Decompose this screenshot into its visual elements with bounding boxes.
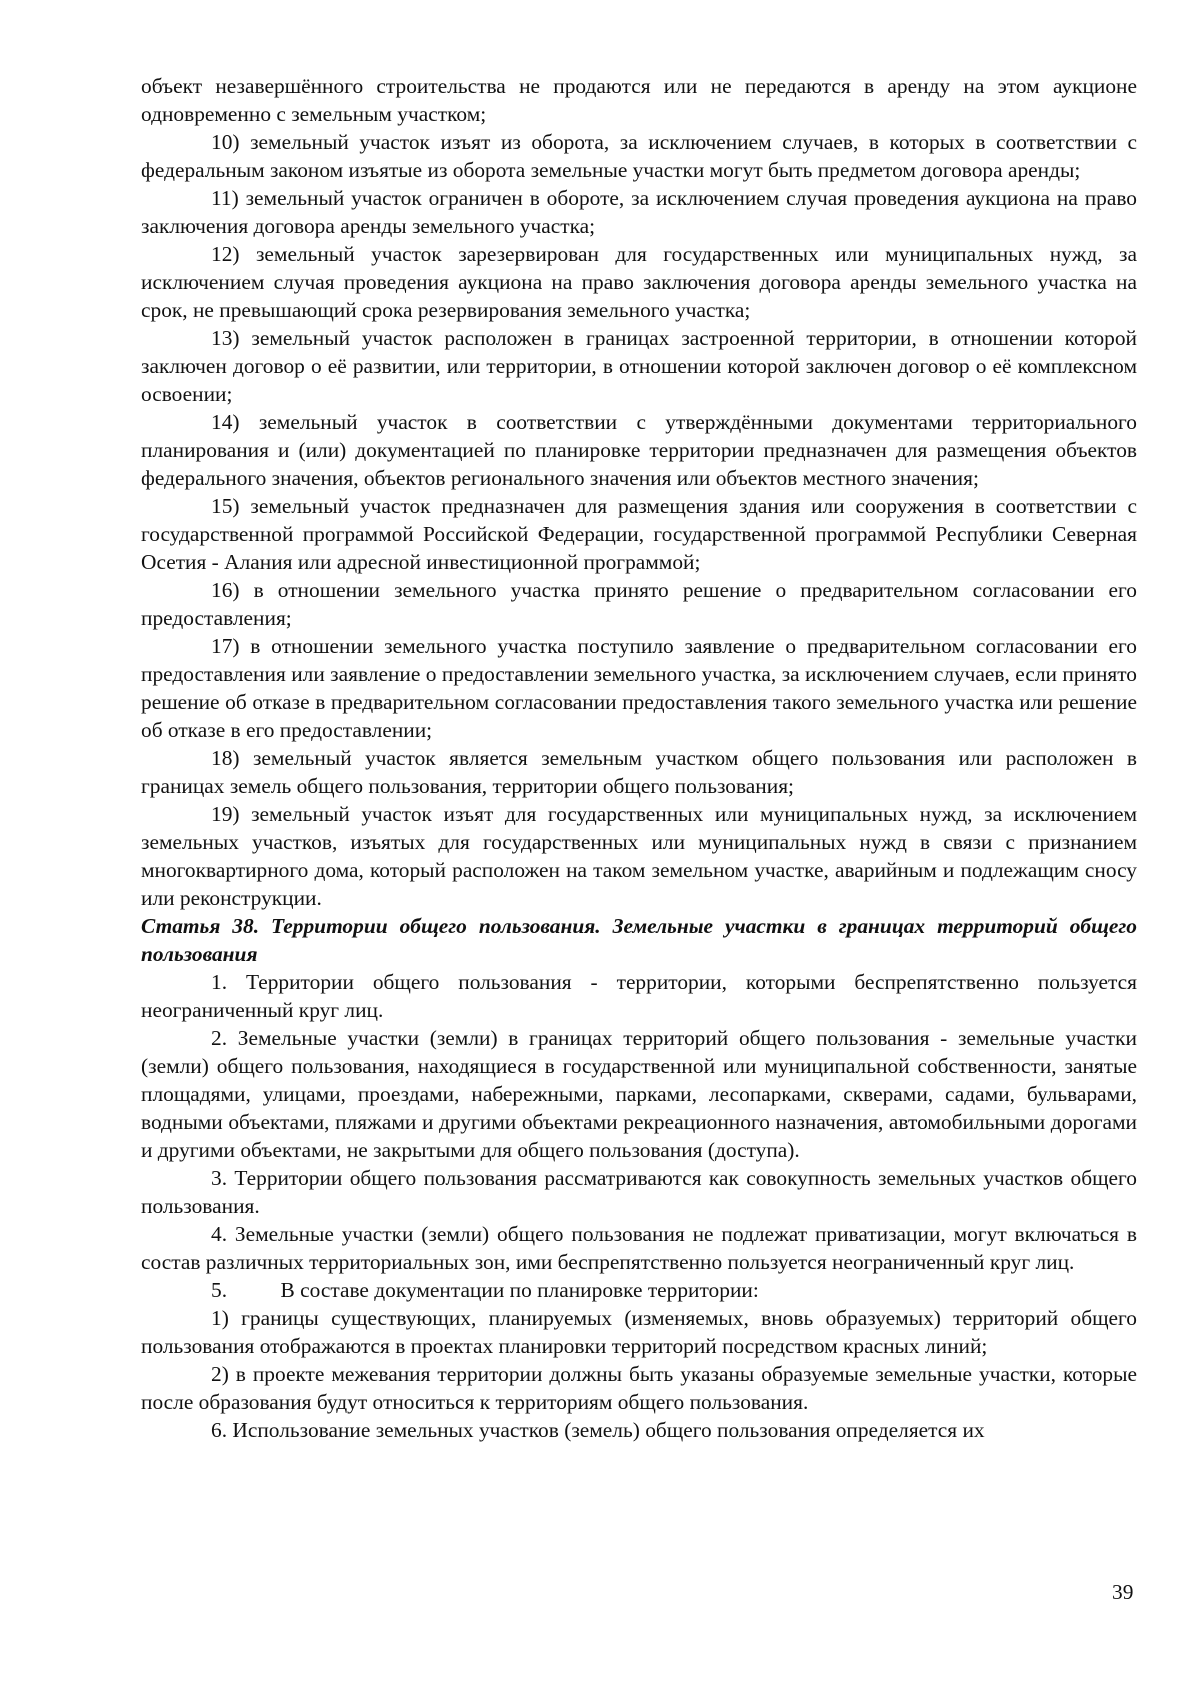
article-paragraph-5: 5. В составе документации по планировке территории: [211,1278,759,1302]
list-item-17: 17) в отношении земельного участка поступило заявление о предварительном согласовании его предоставления или заявление о предоставлении земельного участка, за исключением случаев, если принято решение об отказе в предварительном согласовании предоставления такого земельного участка или решение об отказе в его предоставлении; [141,634,1137,742]
list-item-11: 11) земельный участок ограничен в обороте, за исключением случая проведения аукциона на право заключения договора аренды земельного участка; [141,186,1137,238]
document-body [141,72,1137,1444]
page-number: 39 [1112,1580,1134,1604]
article-paragraph-6: 6. Использование земельных участков (земель) общего пользования определяется их [211,1418,985,1442]
article-paragraph-4: 4. Земельные участки (земли) общего пользования не подлежат приватизации, могут включаться в состав различных территориальных зон, ими беспрепятственно пользуется неограниченный круг лиц. [141,1222,1137,1274]
list-item-16: 16) в отношении земельного участка принято решение о предварительном согласовании его предоставления; [141,578,1137,630]
list-item-14: 14) земельный участок в соответствии с утверждёнными документами территориального планирования и (или) документацией по планировке территории предназначен для размещения объектов федерального значения, объектов регионального значения или объектов местного значения; [141,410,1137,490]
article-subitem-1: 1) границы существующих, планируемых (изменяемых, вновь образуемых) территорий общего пользования отображаются в проектах планировки территорий посредством красных линий; [141,1306,1137,1358]
list-item-10: 10) земельный участок изъят из оборота, за исключением случаев, в которых в соответствии с федеральным законом изъятые из оборота земельные участки могут быть предметом договора аренды; [141,130,1137,182]
article-paragraph-2: 2. Земельные участки (земли) в границах территорий общего пользования - земельные участки (земли) общего пользования, находящиеся в государственной или муниципальной собственности, занятые площадями, улицами, проездами, набережными, парками, лесопарками, скверами, садами, бульварами, водными объектами, пляжами и другими объектами рекреационного назначения, автомобильными дорогами и другими объектами, не закрытыми для общего пользования (доступа). [141,1026,1137,1162]
list-item-13: 13) земельный участок расположен в границах застроенной территории, в отношении которой заключен договор о её развитии, или территории, в отношении которой заключен договор о её комплексном освоении; [141,326,1137,406]
list-item-12: 12) земельный участок зарезервирован для государственных или муниципальных нужд, за исключением случая проведения аукциона на право заключения договора аренды земельного участка на срок, не превышающий срока резервирования земельного участка; [141,242,1137,322]
article-subitem-2: 2) в проекте межевания территории должны быть указаны образуемые земельные участки, которые после образования будут относиться к территориям общего пользования. [141,1362,1137,1414]
list-item-19: 19) земельный участок изъят для государственных или муниципальных нужд, за исключением земельных участков, изъятых для государственных или муниципальных нужд в связи с признанием многоквартирного дома, который расположен на таком земельном участке, аварийным и подлежащим сносу или реконструкции. [141,802,1137,910]
article-paragraph-3: 3. Территории общего пользования рассматриваются как совокупность земельных участков общего пользования. [141,1166,1137,1218]
paragraph-continuation: объект незавершённого строительства не продаются или не передаются в аренду на этом аукционе одновременно с земельным участком; [141,74,1137,126]
article-paragraph-1: 1. Территории общего пользования - территории, которыми беспрепятственно пользуется неограниченный круг лиц. [141,970,1137,1022]
list-item-15: 15) земельный участок предназначен для размещения здания или сооружения в соответствии с государственной программой Российской Федерации, государственной программой Республики Северная Осетия - Алания или адресной инвестиционной программой; [141,494,1137,574]
list-item-18: 18) земельный участок является земельным участком общего пользования или расположен в границах земель общего пользования, территории общего пользования; [141,746,1137,798]
article-heading: Статья 38. Территории общего пользования. Земельные участки в границах территорий общего пользования [141,914,1137,966]
